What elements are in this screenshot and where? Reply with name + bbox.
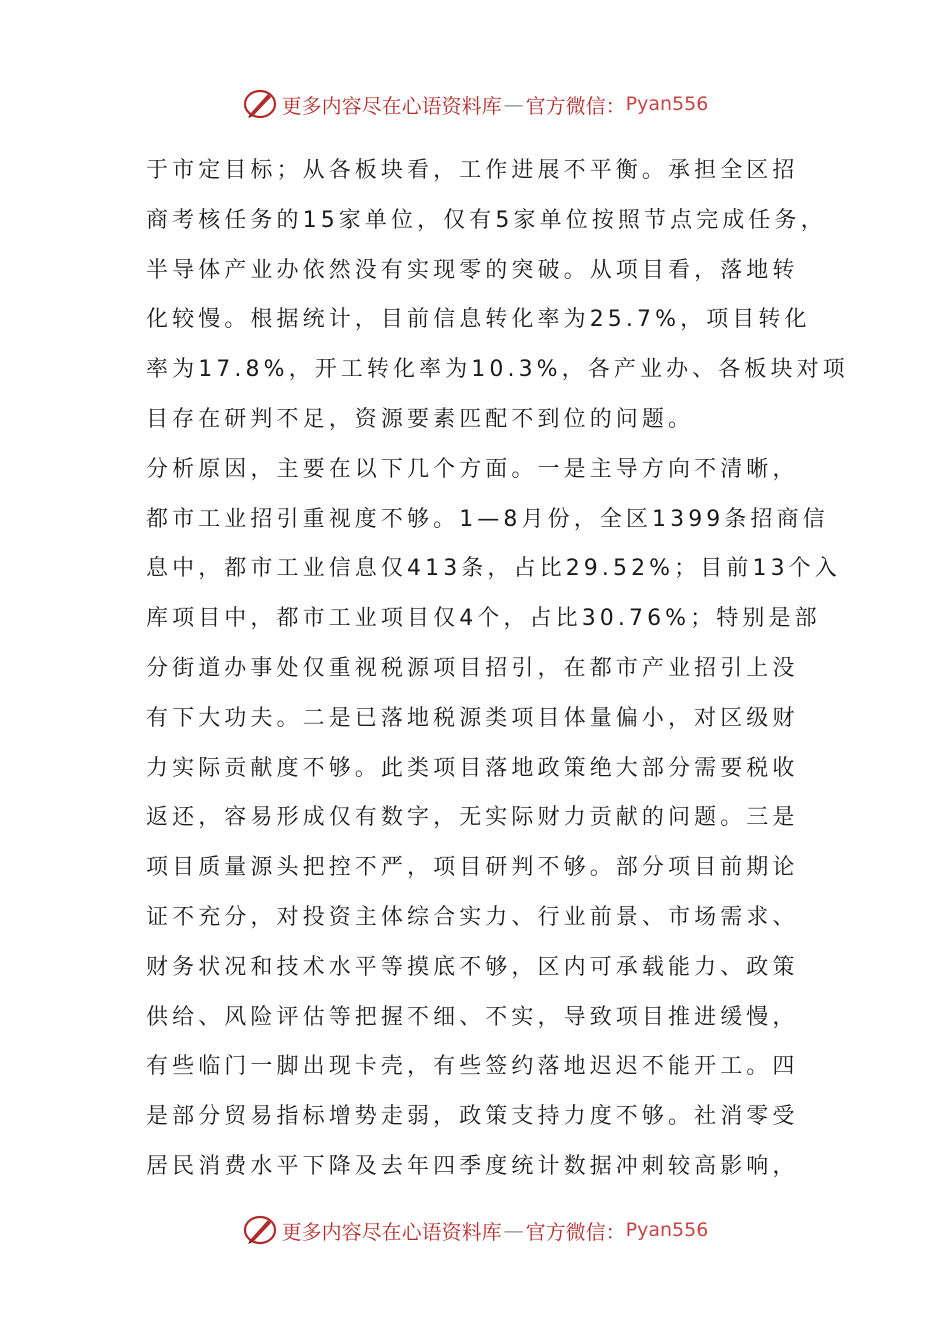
watermark-separator: — <box>503 92 524 116</box>
text-line: 是部分贸易指标增势走弱，政策支持力度不够。社消零受 <box>146 1104 799 1130</box>
pen-logo-icon <box>242 1213 278 1247</box>
pen-logo-icon <box>242 87 278 121</box>
text-line: 分街道办事处仅重视税源项目招引，在都市产业招引上没 <box>146 655 799 681</box>
text-line: 财务状况和技术水平等摸底不够，区内可承载能力、政策 <box>146 954 799 980</box>
wechat-id: Pyan556 <box>625 93 709 115</box>
watermark-header <box>0 84 950 124</box>
text-line: 分析原因，主要在以下几个方面。一是主导方向不清晰， <box>146 456 799 482</box>
text-line: 商考核任务的15家单位，仅有5家单位按照节点完成任务， <box>146 207 827 233</box>
text-line: 有些临门一脚出现卡壳，有些签约落地迟迟不能开工。四 <box>146 1054 799 1080</box>
watermark-footer <box>0 1210 950 1250</box>
text-line: 息中，都市工业信息仅413条，占比29.52%；目前13个入 <box>146 556 841 582</box>
text-line: 返还，容易形成仅有数字，无实际财力贡献的问题。三是 <box>146 805 799 831</box>
text-line: 居民消费水平下降及去年四季度统计数据冲刺较高影响， <box>146 1153 799 1179</box>
text-line: 库项目中，都市工业项目仅4个，占比30.76%；特别是部 <box>146 606 821 632</box>
wechat-label: 官方微信： <box>525 1219 626 1244</box>
text-line: 半导体产业办依然没有实现零的突破。从项目看，落地转 <box>146 257 799 283</box>
wechat-label: 官方微信： <box>525 93 626 118</box>
text-line: 目存在研判不足，资源要素匹配不到位的问题。 <box>146 406 695 432</box>
text-line: 力实际贡献度不够。此类项目落地政策绝大部分需要税收 <box>146 755 799 781</box>
watermark-text: 更多内容尽在心语资料库 <box>281 1219 502 1244</box>
text-line: 于市定目标；从各板块看，工作进展不平衡。承担全区招 <box>146 158 799 183</box>
text-line: 项目质量源头把控不严，项目研判不够。部分项目前期论 <box>146 855 799 881</box>
watermark-separator: — <box>503 1218 524 1242</box>
text-line: 供给、风险评估等把握不细、不实，导致项目推进缓慢， <box>146 1004 799 1030</box>
watermark-text: 更多内容尽在心语资料库 <box>281 93 502 118</box>
text-line: 证不充分，对投资主体综合实力、行业前景、市场需求、 <box>146 904 799 930</box>
text-line: 率为17.8%，开工转化率为10.3%，各产业办、各板块对项 <box>146 357 849 383</box>
wechat-id: Pyan556 <box>625 1219 709 1241</box>
text-line: 有下大功夫。二是已落地税源类项目体量偏小，对区级财 <box>146 705 799 731</box>
document-body <box>146 146 849 1192</box>
text-line: 化较慢。根据统计，目前信息转化率为25.7%，项目转化 <box>146 307 811 333</box>
text-line: 都市工业招引重视度不够。1—8月份，全区1399条招商信 <box>146 506 829 532</box>
